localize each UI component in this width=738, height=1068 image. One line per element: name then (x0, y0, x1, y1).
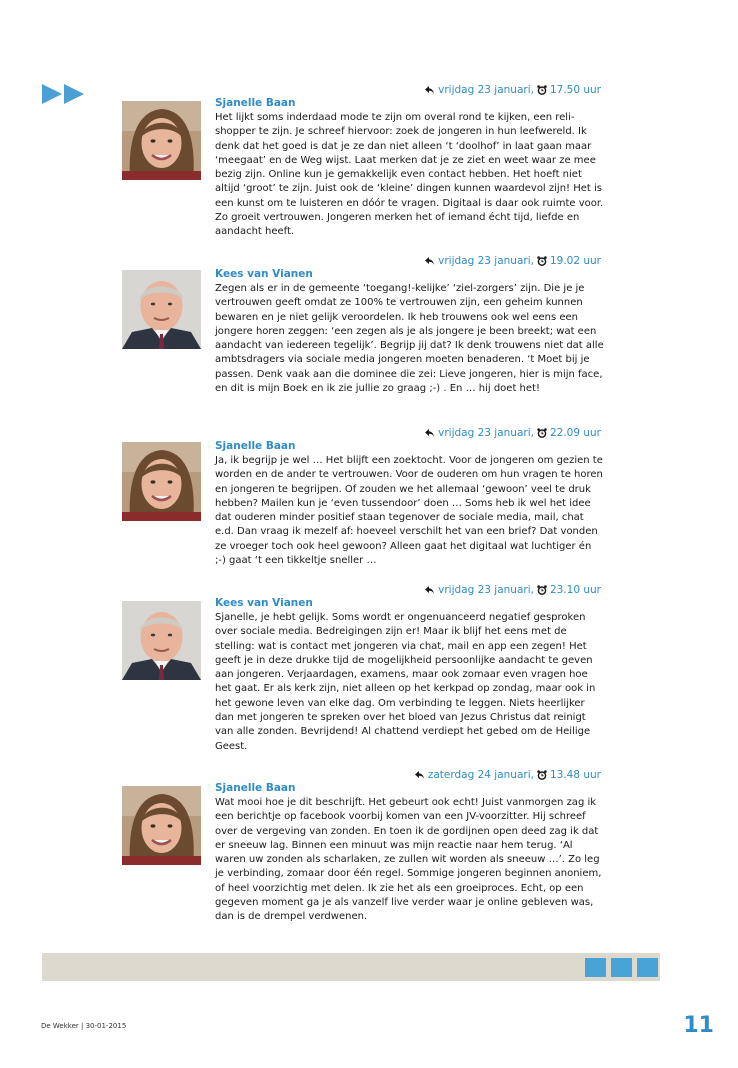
post-text: Zegen als er in de gemeente ‘toegang!-kelijke’ ‘ziel-zorgers’ zijn. Die je je vertrouwen geeft omdat ze 100% te vertrouwen zijn, een geheim kunnen bewaren en je niet gelijk veroordelen. Ik heb trouwens ook wel eens een jongere horen zeggen: ‘een zegen als je als jongere je been breekt; wat een aandacht van iedereen tegelijk’. Begrijp jij dat? Ik denk trouwens niet dat alle ambtsdragers via sociale media jongeren moeten benaderen. ‘t Moet bij je passen. Denk vaak aan die dominee die zei: Lieve jongeren, hier is mijn face, en dit is mijn Boek en ik zie jullie zo graag ;-) . En … hij doet het! (215, 283, 604, 395)
post-meta (415, 769, 601, 781)
avatar-woman (122, 786, 201, 865)
reply-icon (425, 586, 435, 595)
post-meta (425, 255, 601, 267)
post-author: Kees van Vianen (215, 597, 313, 609)
arrow-right-icon (64, 84, 84, 104)
post-meta (425, 427, 601, 439)
post-date: vrijdag 23 januari, (438, 255, 534, 267)
post-meta (425, 84, 601, 96)
avatar-woman (122, 101, 201, 180)
post-author: Sjanelle Baan (215, 97, 296, 109)
avatar-woman (122, 442, 201, 521)
post-text: Sjanelle, je hebt gelijk. Soms wordt er ongenuanceerd negatief gesproken over sociale media. Bedreigingen zijn er! Maar ik blijf het eens met de stelling: wat is contact met jongeren via chat, mail en app een zegen! Het geeft je in deze drukke tijd de mogelijkheid persoonlijke aandacht te geven aan jongeren. Verjaardagen, examens, maar ook zomaar even vragen hoe het gaat. Er als kerk zijn, niet alleen op het kerkpad op zondag, maar ook in het gewone leven van elke dag. Om verbinding te leggen. Niets heerlijker dan met jongeren te spreken over het bloed van Jezus Christus dat reinigt van alle zonden. Bevrijdend! Al chattend verdiept het gebed om de Heilige Geest. (215, 612, 596, 752)
post-time: 17.50 uur (549, 84, 601, 96)
post-date: vrijdag 23 januari, (438, 584, 534, 596)
decorative-square (637, 958, 658, 977)
post-time: 23.10 uur (549, 584, 601, 596)
avatar-man (122, 601, 201, 680)
decorative-square (611, 958, 632, 977)
reply-icon (425, 257, 435, 266)
post-meta (425, 584, 601, 596)
avatar-man (122, 270, 201, 349)
alarm-clock-icon (537, 256, 547, 266)
post-date: vrijdag 23 januari, (438, 427, 534, 439)
alarm-clock-icon (537, 85, 547, 95)
post-author: Sjanelle Baan (215, 440, 296, 452)
post-text: Het lijkt soms inderdaad mode te zijn om overal rond te kijken, een reli-shopper te zijn. Je schreef hiervoor: zoek de jongeren in hun leefwereld. Ik denk dat het goed is dat je ze dan niet alleen ‘t ‘doolhof’ in laat gaan maar ‘meegaat’ en de Weg wijst. Laat merken dat je ze ziet en weet waar ze mee bezig zijn. Online kun je gemakkelijk even contact hebben. Het hoeft niet altijd ‘groot’ te zijn. Juist ook de ‘kleine’ dingen kunnen waardevol zijn! Het is een kunst om te luisteren en dóór te vragen. Digitaal is daar ook ruimte voor. Zo groeit vertrouwen. Jongeren merken het of iemand écht tijd, liefde en aandacht heeft. (215, 112, 604, 238)
post-time: 19.02 uur (549, 255, 601, 267)
reply-icon (425, 86, 435, 95)
alarm-clock-icon (537, 585, 547, 595)
post-text: Wat mooi hoe je dit beschrijft. Het gebeurt ook echt! Juist vanmorgen zag ik een berichtje op facebook voorbij komen van een JV-voorzitter. Hij schreef over de vergeving van zonden. En toen ik de gordijnen open deed zag ik dat er sneeuw lag. Binnen een minuut was mijn reactie naar hem terug. ‘Al waren uw zonden als scharlaken, ze zullen wit worden als sneeuw …’. Zo leg je verbinding, zomaar door één regel. Sommige jongeren beginnen anoniem, of heel voorzichtig met delen. Ik zie het als een groeiproces. Echt, op een gegeven moment ga je als vanzelf live verder waar je online gebleven was, dan is de drempel verdwenen. (215, 797, 602, 923)
post-date: vrijdag 23 januari, (438, 84, 534, 96)
post-author: Kees van Vianen (215, 268, 313, 280)
reply-icon (425, 429, 435, 438)
post-author: Sjanelle Baan (215, 782, 296, 794)
reply-icon (415, 771, 425, 780)
post-time: 22.09 uur (549, 427, 601, 439)
post-text: Ja, ik begrijp je wel … Het blijft een zoektocht. Voor de jongeren om gezien te worden en de ander te vertrouwen. Voor de ouderen om hun vragen te horen en jongeren te begrijpen. Of zouden we het allemaal ‘gewoon’ veel te druk hebben? Mailen kun je ‘even tussendoor’ doen … Soms heb ik wel het idee dat ouderen minder positief staan tegenover de sociale media, mail, chat e.d. Dan vraag ik mezelf af: hoeveel verschilt het van een brief? Dat vonden ze vroeger toch ook heel gewoon? Alleen gaat het digitaal wat luchtiger én ;-) gaat ‘t een tikkeltje sneller … (215, 455, 603, 567)
double-arrow-icon (42, 84, 84, 104)
alarm-clock-icon (537, 428, 547, 438)
post-date: zaterdag 24 januari, (427, 769, 534, 781)
alarm-clock-icon (537, 770, 547, 780)
publication-footer: De Wekker | 30-01-2015 (41, 1022, 127, 1030)
decorative-bar (42, 953, 660, 981)
arrow-right-icon (42, 84, 62, 104)
post-time: 13.48 uur (549, 769, 601, 781)
decorative-square (585, 958, 606, 977)
page-number: 11 (683, 1013, 714, 1038)
